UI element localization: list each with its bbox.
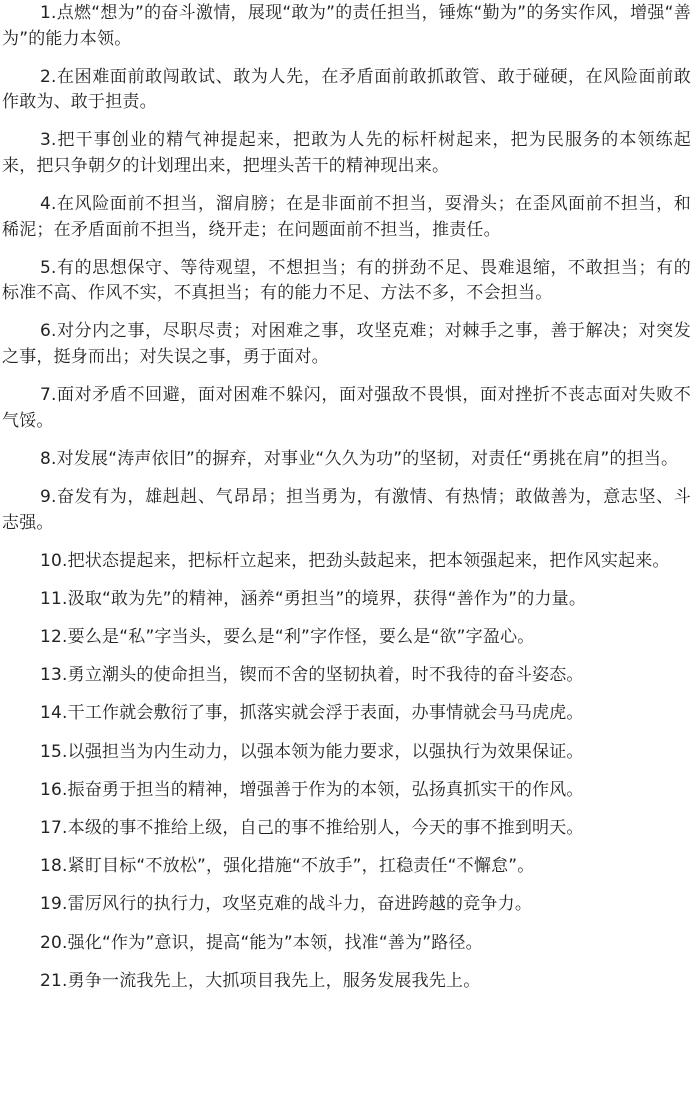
paragraph-1: 1.点燃“想为”的奋斗激情，展现“敢为”的责任担当，锤炼“勤为”的务实作风，增强“善为”的能力本领。 — [2, 3, 691, 49]
paragraph-6: 6.对分内之事，尽职尽责；对困难之事，攻坚克难；对棘手之事，善于解决；对突发之事，挺身而出；对失误之事，勇于面对。 — [2, 321, 691, 367]
paragraph-21: 21.勇争一流我先上，大抓项目我先上，服务发展我先上。 — [40, 970, 481, 991]
paragraph-5: 5.有的思想保守、等待观望，不想担当；有的拼劲不足、畏难退缩，不敢担当；有的标准不高、作风不实，不真担当；有的能力不足、方法不多，不会担当。 — [2, 257, 691, 304]
paragraph-11: 11.汲取“敢为先”的精神，涵养“勇担当”的境界，获得“善作为”的力量。 — [40, 588, 587, 609]
paragraph-19: 19.雷厉风行的执行力，攻坚克难的战斗力，奋进跨越的竞争力。 — [40, 894, 533, 915]
paragraph-20: 20.强化“作为”意识，提高“能为”本领，找准“善为”路径。 — [40, 932, 483, 953]
paragraph-3: 3.把干事创业的精气神提起来，把敢为人先的标杆树起来，把为民服务的本领练起来，把只争朝夕的计划理出来，把埋头苦干的精神现出来。 — [2, 130, 691, 176]
document-body — [0, 1, 693, 994]
paragraph-18: 18.紧盯目标“不放松”，强化措施“不放手”，扛稳责任“不懈怠”。 — [40, 856, 535, 877]
paragraph-14: 14.干工作就会敷衍了事，抓落实就会浮于表面，办事情就会马马虎虎。 — [40, 703, 584, 724]
paragraph-10: 10.把状态提起来，把标杆立起来，把劲头鼓起来，把本领强起来，把作风实起来。 — [40, 550, 670, 571]
paragraph-15: 15.以强担当为内生动力，以强本领为能力要求，以强执行为效果保证。 — [40, 741, 584, 762]
paragraph-16: 16.振奋勇于担当的精神，增强善于作为的本领，弘扬真抓实干的作风。 — [40, 779, 584, 800]
paragraph-13: 13.勇立潮头的使命担当，锲而不舍的坚韧执着，时不我待的奋斗姿态。 — [40, 665, 584, 686]
paragraph-7: 7.面对矛盾不回避，面对困难不躲闪，面对强敌不畏惧，面对挫折不丧志面对失败不气馁。 — [2, 385, 691, 431]
paragraph-4: 4.在风险面前不担当，溜肩膀；在是非面前不担当，耍滑头；在歪风面前不担当，和稀泥；在矛盾面前不担当，绕开走；在问题面前不担当，推责任。 — [2, 194, 691, 240]
paragraph-9: 9.奋发有为，雄赳赳、气昂昂；担当勇为，有激情、有热情；敢做善为，意志坚、斗志强。 — [2, 487, 691, 533]
paragraph-12: 12.要么是“私”字当头，要么是“利”字作怪，要么是“欲”字盈心。 — [40, 627, 535, 648]
paragraph-8: 8.对发展“涛声依旧”的摒弃，对事业“久久为功”的坚韧，对责任“勇挑在肩”的担当。 — [40, 448, 679, 469]
paragraph-2: 2.在困难面前敢闯敢试、敢为人先，在矛盾面前敢抓敢管、敢于碰硬，在风险面前敢作敢为、敢于担责。 — [2, 66, 691, 113]
paragraph-17: 17.本级的事不推给上级，自己的事不推给别人，今天的事不推到明天。 — [40, 818, 584, 838]
